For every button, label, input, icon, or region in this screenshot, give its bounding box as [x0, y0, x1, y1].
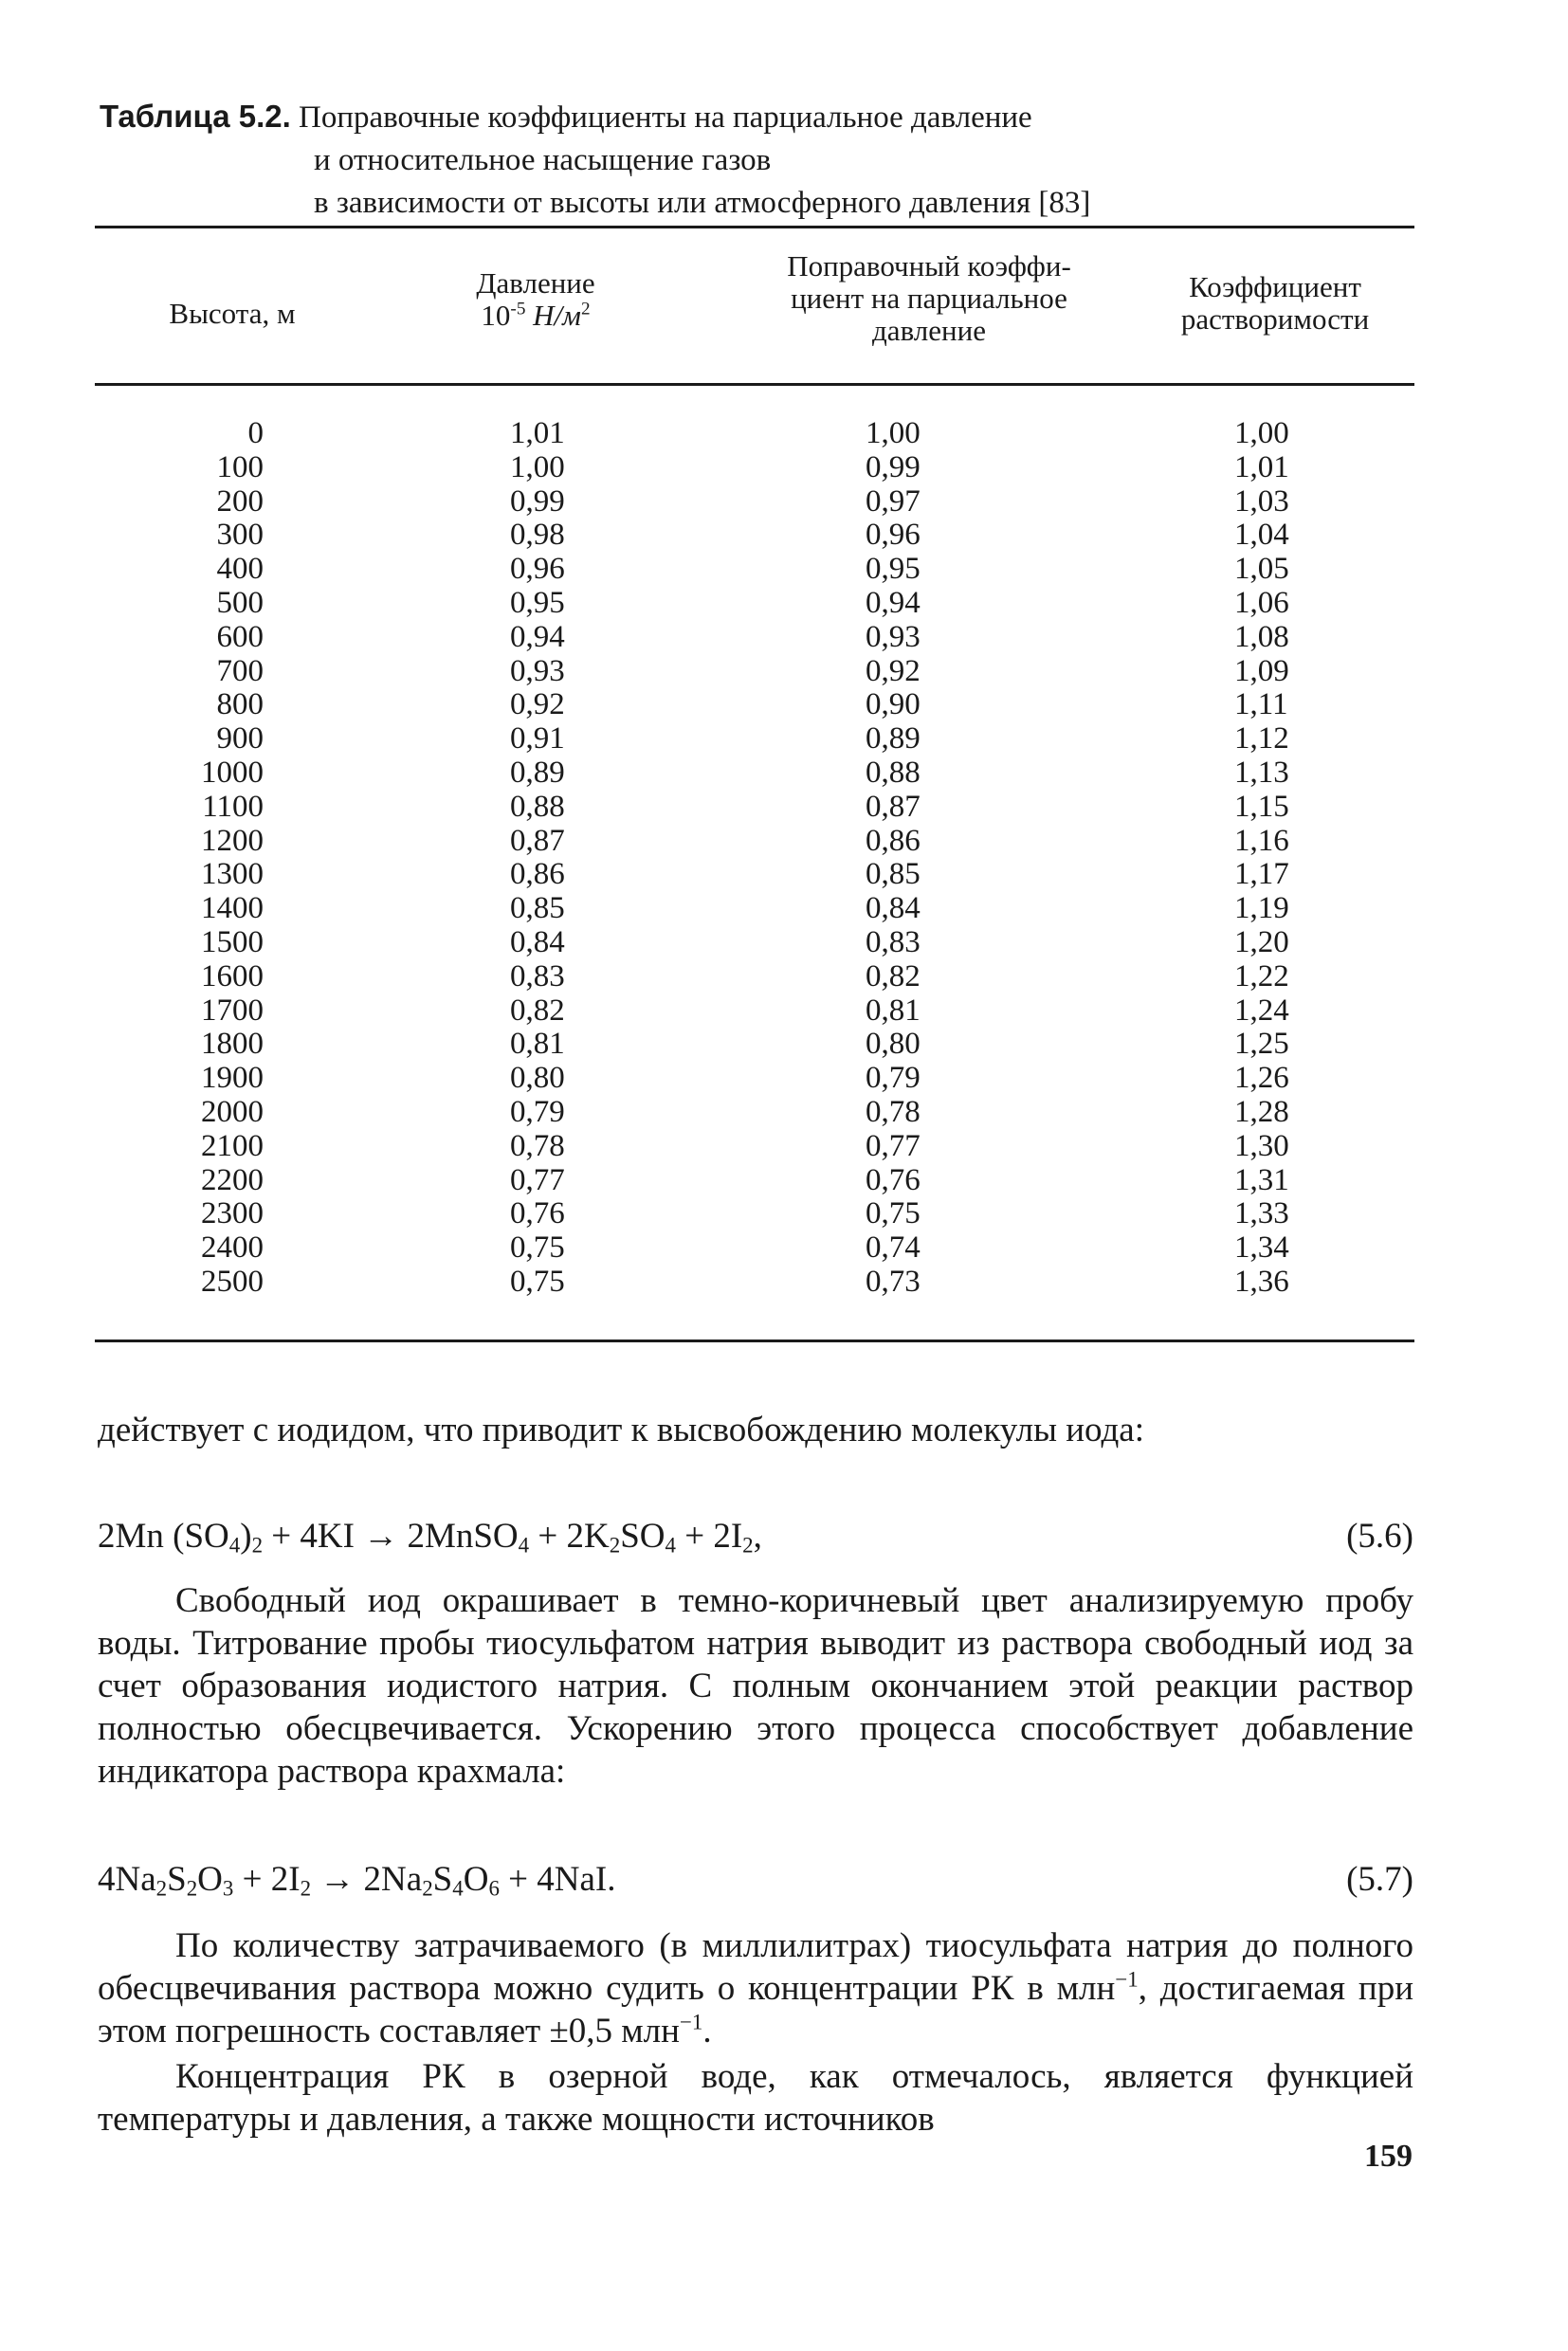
cell-height: 2200	[201, 1162, 264, 1197]
cell-height: 1300	[201, 857, 264, 892]
cell-coefficient: 0,97	[866, 483, 921, 519]
cell-coefficient: 0,96	[866, 518, 921, 553]
cell-coefficient: 0,86	[866, 823, 921, 858]
cell-pressure: 0,82	[510, 993, 565, 1028]
cell-solubility: 1,34	[1234, 1230, 1289, 1266]
cell-solubility: 1,13	[1234, 755, 1289, 790]
cell-pressure: 0,98	[510, 518, 565, 553]
cell-pressure: 0,86	[510, 857, 565, 892]
cell-coefficient: 0,92	[866, 653, 921, 688]
cell-coefficient: 0,73	[866, 1264, 921, 1299]
cell-coefficient: 0,78	[866, 1094, 921, 1129]
cell-height: 100	[216, 449, 264, 484]
cell-height: 1600	[201, 958, 264, 993]
cell-height: 2300	[201, 1196, 264, 1231]
caption-line-2: и относительное насыщение газов	[314, 143, 772, 177]
cell-solubility: 1,36	[1234, 1264, 1289, 1299]
cell-pressure: 0,95	[510, 585, 565, 620]
header-pressure-line-2	[408, 300, 664, 332]
cell-coefficient: 0,93	[866, 619, 921, 654]
column-coefficient	[866, 417, 979, 1300]
cell-pressure: 0,92	[510, 687, 565, 722]
cell-height: 800	[216, 687, 264, 722]
cell-height: 300	[216, 518, 264, 553]
unit-exponent-2: −1	[679, 2010, 703, 2034]
header-coefficient-line-2: циент на парциальное	[791, 282, 1067, 315]
cell-pressure: 0,94	[510, 619, 565, 654]
cell-pressure: 0,76	[510, 1196, 565, 1231]
cell-pressure: 1,01	[510, 416, 565, 450]
cell-pressure: 0,78	[510, 1128, 565, 1163]
table-header-rule	[95, 383, 1414, 386]
column-solubility	[1234, 417, 1348, 1300]
header-pressure	[408, 267, 664, 332]
cell-solubility: 1,11	[1234, 687, 1288, 722]
cell-coefficient: 1,00	[866, 416, 921, 450]
paragraph-4-text: Концентрация РК в озерной воде, как отмечалось, является функцией температуры и давления, а также мощности источников	[98, 2057, 1413, 2139]
cell-coefficient: 0,83	[866, 924, 921, 959]
column-height	[142, 417, 264, 1300]
cell-height: 2500	[201, 1264, 264, 1299]
cell-solubility: 1,15	[1234, 789, 1289, 824]
unit-exponent-1: −1	[1115, 1967, 1139, 1992]
cell-height: 600	[216, 619, 264, 654]
cell-solubility: 1,12	[1234, 721, 1289, 756]
header-solubility	[1138, 271, 1413, 336]
cell-pressure: 0,85	[510, 891, 565, 926]
cell-pressure: 1,00	[510, 449, 565, 484]
equation-5-6-expression: 2Mn $(SO_4)_2 + 4KI$ → 2MnSO$_4$ + $2K_2SO_4 + 2I_2$,	[98, 1517, 762, 1558]
cell-height: 1100	[202, 789, 264, 824]
cell-solubility: 1,00	[1234, 416, 1289, 450]
table-bottom-rule	[95, 1340, 1414, 1342]
caption-line-3: в зависимости от высоты или атмосферного давления [83]	[314, 186, 1091, 220]
cell-height: 700	[216, 653, 264, 688]
cell-pressure: 0,87	[510, 823, 565, 858]
cell-pressure: 0,84	[510, 924, 565, 959]
cell-solubility: 1,19	[1234, 891, 1289, 926]
header-coefficient-line-1: Поправочный коэффи-	[787, 249, 1071, 282]
cell-coefficient: 0,81	[866, 993, 921, 1028]
cell-coefficient: 0,85	[866, 857, 921, 892]
cell-coefficient: 0,95	[866, 552, 921, 587]
caption-line-1: Поправочные коэффициенты на парциальное давление	[299, 100, 1032, 135]
cell-height: 1400	[201, 891, 264, 926]
equation-5-6-number: (5.6)	[1346, 1517, 1413, 1556]
cell-height: 200	[216, 483, 264, 519]
cell-solubility: 1,17	[1234, 857, 1289, 892]
cell-solubility: 1,22	[1234, 958, 1289, 993]
paragraph-2	[98, 1579, 1413, 1793]
page-number: 159	[1364, 2139, 1413, 2174]
equation-5-7-expression: $4Na_2S_2O_3 + 2I_2 \to 2Na_2S_4O_6 + 4NaI$.	[98, 1860, 616, 1901]
cell-pressure: 0,81	[510, 1027, 565, 1062]
cell-coefficient: 0,90	[866, 687, 921, 722]
cell-coefficient: 0,99	[866, 449, 921, 484]
paragraph-4	[98, 2055, 1413, 2141]
cell-solubility: 1,33	[1234, 1196, 1289, 1231]
cell-pressure: 0,77	[510, 1162, 565, 1197]
table-caption	[100, 95, 1427, 225]
paragraph-3	[98, 1924, 1413, 2052]
paragraph-3-part-c: .	[702, 2012, 712, 2050]
cell-solubility: 1,04	[1234, 518, 1289, 553]
header-pressure-line-1: Давление	[476, 266, 595, 300]
cell-height: 0	[247, 416, 264, 450]
cell-solubility: 1,01	[1234, 449, 1289, 484]
cell-solubility: 1,16	[1234, 823, 1289, 858]
cell-height: 1700	[201, 993, 264, 1028]
paragraph-3-part-b: , достигаемая при этом погрешность составляет ±0,5 млн	[98, 1969, 1413, 2050]
cell-height: 1000	[201, 755, 264, 790]
cell-height: 1800	[201, 1027, 264, 1062]
cell-height: 400	[216, 552, 264, 587]
paragraph-3-part-a: По количеству затрачиваемого (в миллилитрах) тиосульфата натрия до полного обесцвечивания раствора можно судить о концентрации РК в млн	[98, 1926, 1413, 2008]
cell-pressure: 0,99	[510, 483, 565, 519]
cell-coefficient: 0,80	[866, 1027, 921, 1062]
cell-solubility: 1,25	[1234, 1027, 1289, 1062]
cell-solubility: 1,24	[1234, 993, 1289, 1028]
cell-coefficient: 0,88	[866, 755, 921, 790]
cell-coefficient: 0,89	[866, 721, 921, 756]
header-coefficient-line-3: давление	[872, 314, 986, 347]
cell-pressure: 0,79	[510, 1094, 565, 1129]
cell-solubility: 1,26	[1234, 1061, 1289, 1096]
cell-pressure: 0,83	[510, 958, 565, 993]
cell-coefficient: 0,87	[866, 789, 921, 824]
cell-solubility: 1,05	[1234, 552, 1289, 587]
cell-coefficient: 0,94	[866, 585, 921, 620]
cell-solubility: 1,08	[1234, 619, 1289, 654]
cell-coefficient: 0,74	[866, 1230, 921, 1266]
cell-height: 1500	[201, 924, 264, 959]
cell-pressure: 0,80	[510, 1061, 565, 1096]
cell-height: 2400	[201, 1230, 264, 1266]
cell-solubility: 1,03	[1234, 483, 1289, 519]
cell-pressure: 0,89	[510, 755, 565, 790]
header-solubility-line-1: Коэффициент	[1189, 270, 1361, 303]
table-label: Таблица 5.2.	[100, 99, 291, 134]
pressure-unit-exponent: -5	[510, 299, 526, 319]
pressure-unit-square: 2	[580, 299, 591, 319]
cell-solubility: 1,06	[1234, 585, 1289, 620]
cell-coefficient: 0,84	[866, 891, 921, 926]
cell-solubility: 1,30	[1234, 1128, 1289, 1163]
cell-height: 2100	[201, 1128, 264, 1163]
cell-height: 2000	[201, 1094, 264, 1129]
cell-pressure: 0,91	[510, 721, 565, 756]
pressure-unit-base: 10	[481, 299, 511, 332]
paragraph-2-text: Свободный иод окрашивает в темно-коричневый цвет анализируемую пробу воды. Титрование пробы тиосульфатом натрия выводит из раствора свободный иод за счет образования иодистого натрия. С полным окончанием этой реакции раствор полностью обесцвечивается. Ускорению этого процесса способствует добавление индикатора раствора крахмала:	[98, 1581, 1413, 1791]
cell-height: 500	[216, 585, 264, 620]
cell-solubility: 1,31	[1234, 1162, 1289, 1197]
cell-coefficient: 0,79	[866, 1061, 921, 1096]
column-pressure	[510, 417, 624, 1300]
cell-height: 1900	[201, 1061, 264, 1096]
cell-solubility: 1,20	[1234, 924, 1289, 959]
cell-height: 900	[216, 721, 264, 756]
cell-coefficient: 0,75	[866, 1196, 921, 1231]
cell-solubility: 1,28	[1234, 1094, 1289, 1129]
header-solubility-line-2: растворимости	[1180, 302, 1370, 336]
cell-pressure: 0,96	[510, 552, 565, 587]
header-height: Высота, м	[169, 297, 296, 330]
paragraph-1-text: действует с иодидом, что приводит к высвобождению молекулы иода:	[98, 1411, 1144, 1449]
cell-coefficient: 0,82	[866, 958, 921, 993]
paragraph-1	[98, 1409, 1413, 1451]
paragraph-3-text	[98, 1924, 1413, 2052]
cell-solubility: 1,09	[1234, 653, 1289, 688]
cell-pressure: 0,88	[510, 789, 565, 824]
cell-pressure: 0,75	[510, 1264, 565, 1299]
cell-coefficient: 0,76	[866, 1162, 921, 1197]
cell-pressure: 0,93	[510, 653, 565, 688]
equation-5-7-number: (5.7)	[1346, 1860, 1413, 1899]
header-coefficient	[730, 250, 1128, 347]
table-top-rule	[95, 226, 1414, 228]
cell-height: 1200	[201, 823, 264, 858]
cell-pressure: 0,75	[510, 1230, 565, 1266]
pressure-unit: Н/м	[525, 299, 581, 332]
cell-coefficient: 0,77	[866, 1128, 921, 1163]
